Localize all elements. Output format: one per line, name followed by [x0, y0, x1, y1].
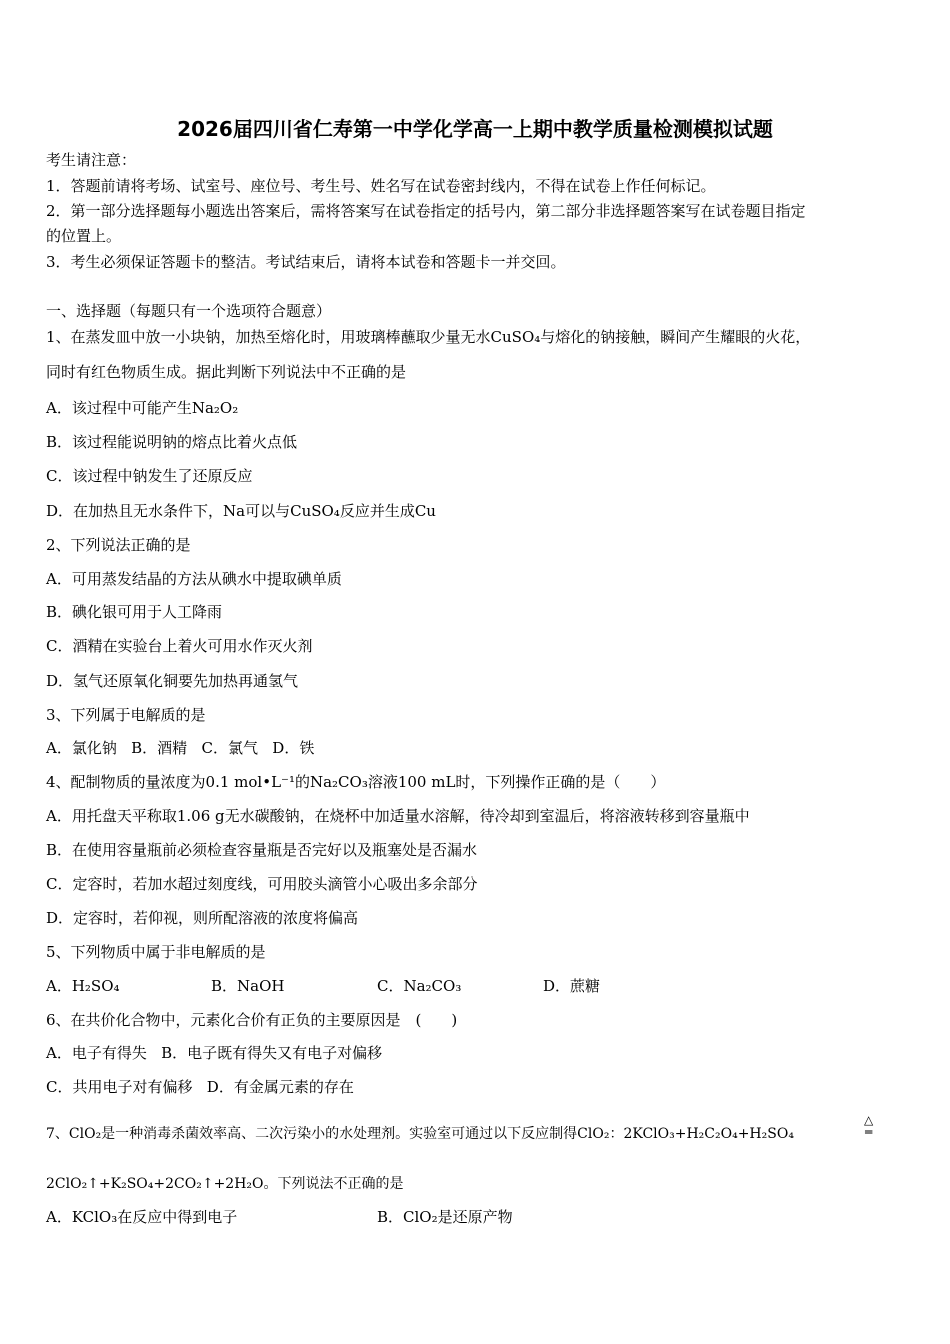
question-2-option-c: C．酒精在实验台上着火可用水作灭火剂 — [46, 637, 313, 655]
question-2-option-d: D．氢气还原氧化铜要先加热再通氢气 — [46, 672, 299, 690]
question-3-option-d: D．铁 — [272, 739, 315, 757]
notice-item: 1．答题前请将考场、试室号、座位号、考生号、姓名写在试卷密封线内，不得在试卷上作任何标记。 — [46, 177, 716, 195]
question-3-options — [46, 738, 314, 758]
question-1-stem: 1、在蒸发皿中放一小块钠，加热至熔化时，用玻璃棒蘸取少量无水CuSO₄与熔化的钠接触，瞬间产生耀眼的火花， — [46, 328, 811, 346]
question-5-option-d: D．蔗糖 — [543, 977, 601, 995]
question-6-stem: 6、在共价化合物中，元素化合价有正负的主要原因是 ( ) — [46, 1011, 458, 1029]
question-1-option-a: A．该过程中可能产生Na₂O₂ — [46, 399, 239, 417]
notice-item: 2．第一部分选择题每小题选出答案后，需将答案写在试卷指定的括号内，第二部分非选择题答案写在试卷题目指定 — [46, 202, 806, 220]
question-1-option-d: D．在加热且无水条件下，Na可以与CuSO₄反应并生成Cu — [46, 502, 436, 520]
question-7-stem: 7、ClO₂是一种消毒杀菌效率高、二次污染小的水处理剂。实验室可通过以下反应制得ClO₂：2KClO₃+H₂C₂O₄+H₂SO₄ — [46, 1126, 794, 1142]
question-4-option-d: D．定容时，若仰视，则所配溶液的浓度将偏高 — [46, 909, 359, 927]
question-1-stem: 同时有红色物质生成。据此判断下列说法中不正确的是 — [46, 363, 407, 381]
question-7-stem: 2ClO₂↑+K₂SO₄+2CO₂↑+2H₂O。下列说法不正确的是 — [46, 1176, 404, 1192]
question-5-option-b: B．NaOH — [211, 977, 285, 995]
question-6-option-b: B．电子既有得失又有电子对偏移 — [161, 1044, 383, 1062]
notice-heading: 考生请注意： — [46, 151, 137, 169]
question-5-option-a: A．H₂SO₄ — [46, 977, 120, 995]
question-7-option-a: A．KClO₃在反应中得到电子 — [46, 1208, 238, 1226]
question-4-option-b: B．在使用容量瓶前必须检查容量瓶是否完好以及瓶塞处是否漏水 — [46, 841, 478, 859]
question-2-option-a: A．可用蒸发结晶的方法从碘水中提取碘单质 — [46, 570, 342, 588]
question-3-option-c: C．氯气 — [201, 739, 258, 757]
question-6-option-c: C．共用电子对有偏移 — [46, 1078, 193, 1096]
question-1-option-c: C．该过程中钠发生了还原反应 — [46, 467, 253, 485]
notice-item: 的位置上。 — [46, 227, 122, 245]
question-7-option-b: B．ClO₂是还原产物 — [377, 1208, 513, 1226]
question-6-option-d: D．有金属元素的存在 — [206, 1078, 354, 1096]
question-3-option-a: A．氯化钠 — [46, 739, 117, 757]
question-6-options — [46, 1077, 354, 1097]
question-5-stem: 5、下列物质中属于非电解质的是 — [46, 943, 266, 961]
question-2-option-b: B．碘化银可用于人工降雨 — [46, 603, 223, 621]
question-3-option-b: B．酒精 — [131, 739, 188, 757]
page-title: 2026届四川省仁寿第一中学化学高一上期中教学质量检测模拟试题 — [177, 117, 773, 141]
question-4-option-c: C．定容时，若加水超过刻度线，可用胶头滴管小心吸出多余部分 — [46, 875, 478, 893]
question-1-option-b: B．该过程能说明钠的熔点比着火点低 — [46, 433, 298, 451]
question-2-stem: 2、下列说法正确的是 — [46, 536, 191, 554]
section-heading: 一、选择题（每题只有一个选项符合题意） — [46, 302, 332, 320]
question-6-options — [46, 1043, 382, 1063]
question-5-option-c: C．Na₂CO₃ — [377, 977, 462, 995]
question-4-option-a: A．用托盘天平称取1.06 g无水碳酸钠，在烧杯中加适量水溶解，待冷却到室温后，将溶液转移到容量瓶中 — [46, 807, 750, 825]
reaction-condition-heat: △ ═ — [864, 1113, 874, 1139]
question-3-stem: 3、下列属于电解质的是 — [46, 706, 206, 724]
question-6-option-a: A．电子有得失 — [46, 1044, 147, 1062]
notice-item: 3．考生必须保证答题卡的整洁。考试结束后，请将本试卷和答题卡一并交回。 — [46, 253, 566, 271]
question-4-stem: 4、配制物质的量浓度为0.1 mol•L⁻¹的Na₂CO₃溶液100 mL时，下列操作正确的是（ ） — [46, 773, 666, 791]
